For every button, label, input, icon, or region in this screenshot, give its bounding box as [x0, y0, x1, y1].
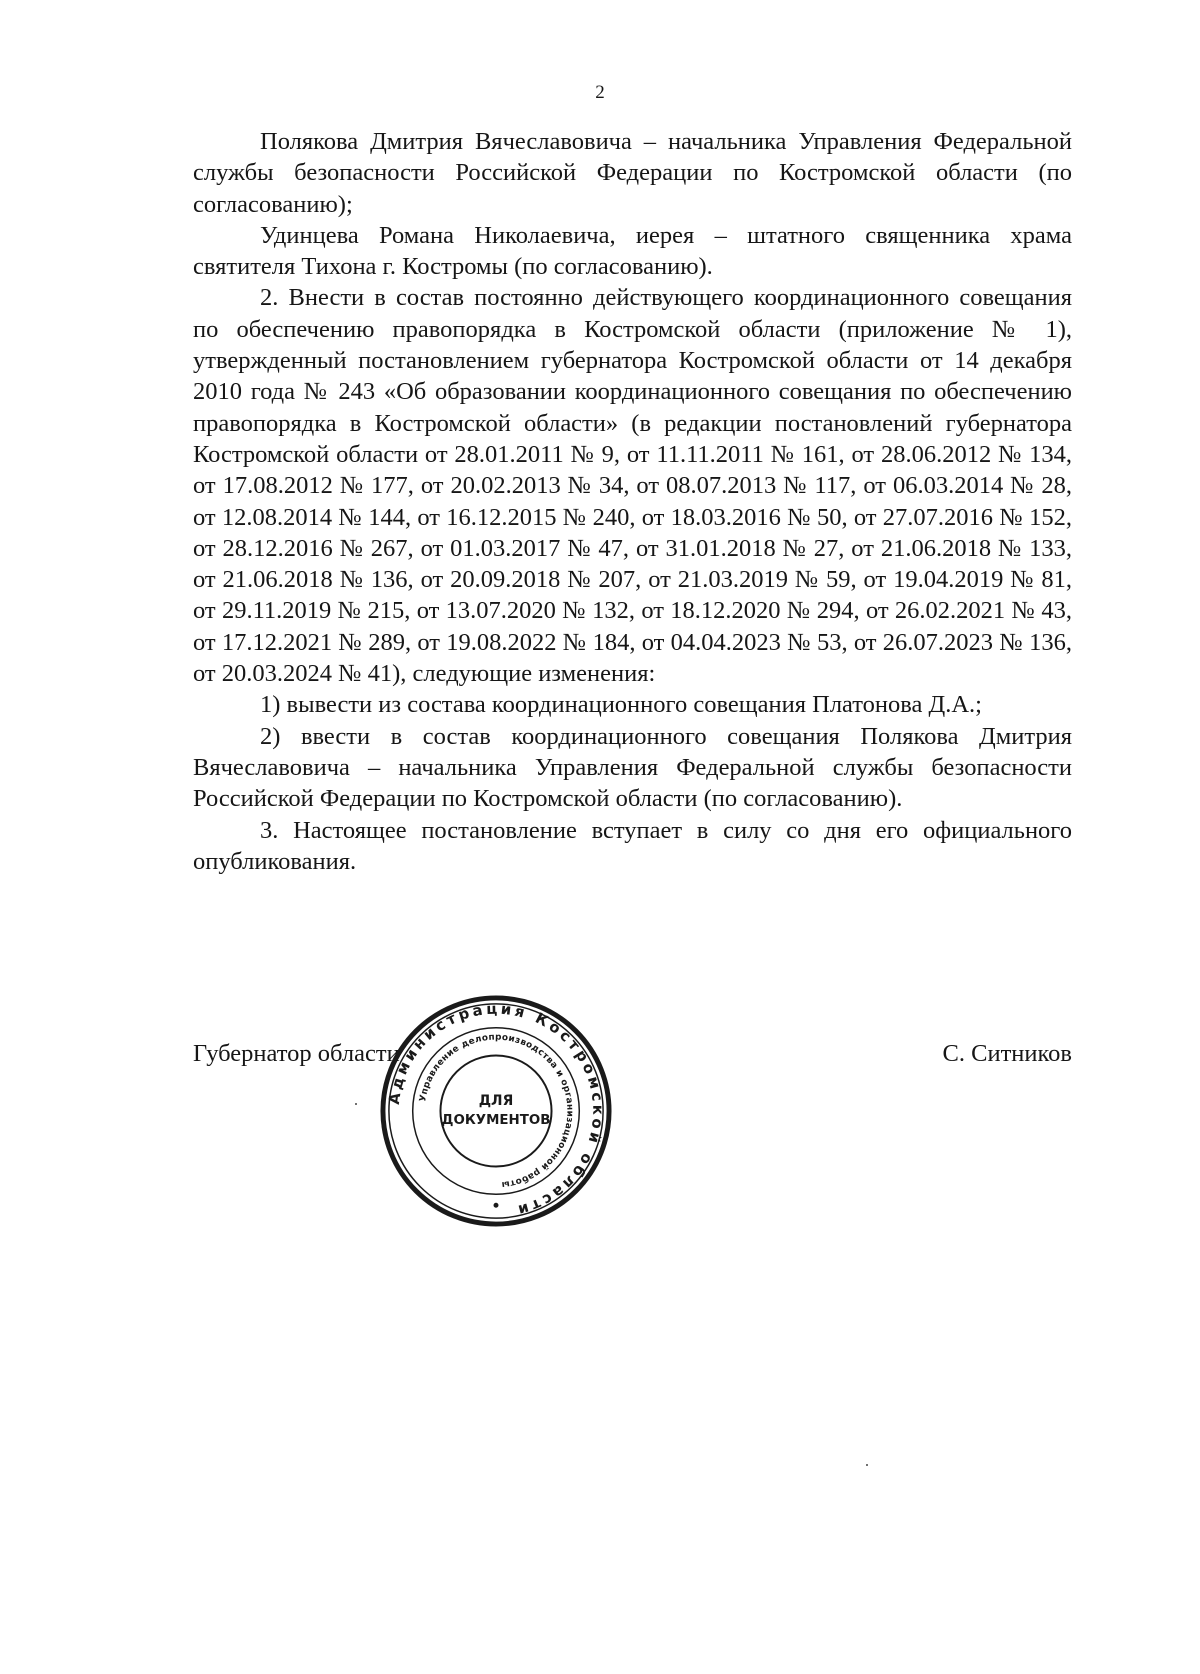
seal-star-dot: [494, 1203, 499, 1208]
paragraph-item-2: 2. Внести в состав постоянно действующего координационного совещания по обеспечению правопорядка в Костромской области (приложение № 1), утвержденный постановлением губернатора Костромской области от 14 декабря 2010 года № 243 «Об образовании координационного совещания по обеспечению правопорядка в Костромской области» (в редакции постановлений губернатора Костромской области от 28.01.2011 № 9, от 11.11.2011 № 161, от 28.06.2012 № 134, от 17.08.2012 № 177, от 20.02.2013 № 34, от 08.07.2013 № 117, от 06.03.2014 № 28, от 12.08.2014 № 144, от 16.12.2015 № 240, от 18.03.2016 № 50, от 27.07.2016 № 152, от 28.12.2016 № 267, от 01.03.2017 № 47, от 31.01.2018 № 27, от 21.06.2018 № 133, от 21.06.2018 № 136, от 20.09.2018 № 207, от 21.03.2019 № 59, от 19.04.2019 № 81, от 29.11.2019 № 215, от 13.07.2020 № 132, от 18.12.2020 № 294, от 26.02.2021 № 43, от 17.12.2021 № 289, от 19.08.2022 № 184, от 04.04.2023 № 53, от 26.07.2023 № 136, от 20.03.2024 № 41), следующие изменения:: [193, 284, 1072, 688]
signer-name: С. Ситников: [942, 1040, 1072, 1067]
document-body: [193, 126, 1072, 877]
official-seal: [377, 992, 615, 1230]
paragraph-subitem-1: 1) вывести из состава координационного совещания Платонова Д.А.;: [260, 691, 982, 719]
seal-center-line1: ДЛЯ: [478, 1093, 514, 1110]
scan-speck: [866, 1464, 868, 1466]
seal-inner-text: Управление делопроизводства и организационной работы: [418, 1032, 575, 1190]
paragraph-member-polyakov: Полякова Дмитрия Вячеславовича – начальника Управления Федеральной службы безопасности Российской Федерации по Костромской области (по согласованию);: [193, 128, 1072, 218]
page-number: 2: [595, 82, 605, 103]
scan-speck: [355, 1103, 357, 1105]
seal-center-line2: ДОКУМЕНТОВ: [441, 1112, 551, 1128]
paragraph-member-udintsev: Удинцева Романа Николаевича, иерея – штатного священника храма святителя Тихона г. Костромы (по согласованию).: [193, 221, 1072, 281]
paragraph-subitem-2: 2) ввести в состав координационного совещания Полякова Дмитрия Вячеславовича – начальника Управления Федеральной службы безопасности Российской Федерации по Костромской области (по согласованию).: [193, 722, 1072, 813]
signer-title: Губернатор области: [193, 1040, 400, 1067]
seal-outer-text: Администрация Костромской области: [384, 999, 608, 1221]
paragraph-item-3: 3. Настоящее постановление вступает в силу со дня его официального опубликования.: [193, 816, 1072, 875]
